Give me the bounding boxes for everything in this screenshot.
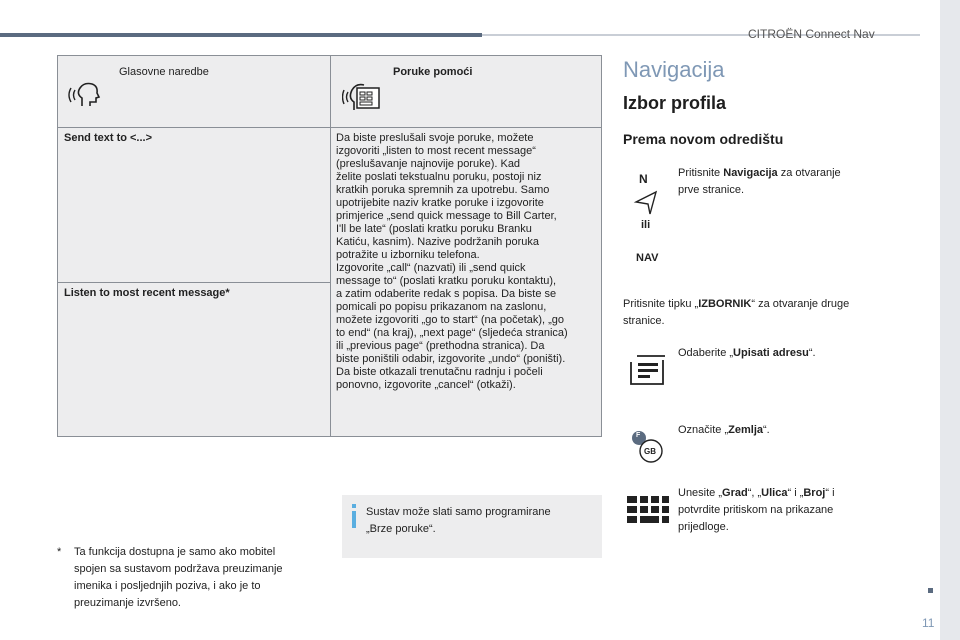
country-icon — [629, 428, 665, 464]
command-listen-message: Listen to most recent message* — [64, 287, 230, 299]
country-icon-f: F — [636, 432, 641, 439]
help-line: ili „previous page“ (prethodna stranica). Da — [336, 340, 545, 352]
or-label: ili — [641, 219, 651, 231]
help-line: to end“ (na kraj), „next page“ (sljedeća stranica) — [336, 327, 568, 339]
column-header-help: Poruke pomoći — [393, 66, 473, 78]
table-divider — [58, 282, 330, 283]
help-line: želite poslati tekstualnu poruku, postoji niz — [336, 171, 542, 183]
step-address: Odaberite „Upisati adresu“. — [678, 347, 816, 359]
help-line: Da biste otkazali trenutačnu radnju i počeli — [336, 366, 543, 378]
help-line: (preslušavanje najnovije poruke). Kad — [336, 158, 521, 170]
nav-button-label: NAV — [636, 252, 659, 264]
footnote-star: * — [57, 546, 62, 558]
info-icon — [349, 504, 359, 528]
navigation-arrow-icon — [633, 188, 659, 218]
help-line: Izgovorite „call“ (nazvati) ili „send quick — [336, 262, 526, 274]
help-line: I'll be late“ (poslati kratku poruku Branku — [336, 223, 532, 235]
info-line: Sustav može slati samo programirane — [366, 506, 551, 518]
page-number: 11 — [922, 616, 935, 630]
step-country: Označite „Zemlja“. — [678, 424, 770, 436]
continue-marker — [928, 588, 933, 593]
voice-command-icon — [68, 78, 104, 108]
footnote — [57, 544, 319, 612]
step-navigation: Pritisnite Navigacija za otvaranje prve stranice. — [678, 167, 841, 196]
help-line: primjerice „send quick message to Bill Carter, — [336, 210, 557, 222]
help-line: message to“ (poslati kratku poruku kontaktu), — [336, 275, 557, 287]
step-menu: Pritisnite tipku „IZBORNIK“ za otvaranje druge stranice. — [623, 298, 850, 327]
section-title: Navigacija — [623, 57, 725, 82]
footnote-line: spojen sa sustavom podržava preuzimanje — [74, 563, 283, 575]
address-entry-icon — [629, 354, 667, 386]
footnote-line: imenika i posljednjih poziva, i ako je to — [74, 580, 261, 592]
step-details: Unesite „Grad“, „Ulica“ i „Broj“ i potvrdite pritiskom na prikazane prijedloge. — [678, 487, 835, 533]
info-box — [342, 495, 602, 558]
help-line: upotrijebite naziv kratke poruke i izgovorite — [336, 197, 544, 209]
help-line: ponovno, izgovorite „cancel“ (otkaži). — [336, 379, 516, 391]
help-line: potražite u izborniku telefona. — [336, 249, 480, 261]
side-strip — [940, 0, 960, 640]
subsection-title: Izbor profila — [623, 93, 726, 113]
command-send-text: Send text to <...> — [64, 132, 153, 144]
table-divider — [58, 127, 601, 128]
message-help-icon — [342, 78, 382, 112]
keyboard-grid-icon — [627, 496, 669, 528]
help-line: Katiću, kasnim). Nazive podržanih poruka — [336, 236, 539, 248]
footnote-line: preuzimanje izvršeno. — [74, 597, 181, 609]
country-icon-gb: GB — [644, 447, 656, 456]
help-line: kratkih poruka spremnih za upotrebu. Samo — [336, 184, 550, 196]
help-line: možete izgovoriti „go to start“ (na početak), „go — [336, 314, 565, 326]
voice-commands-table — [57, 55, 602, 437]
header-title: CITROËN Connect Nav — [748, 27, 875, 41]
help-line: Da biste preslušali svoje poruke, možete — [336, 132, 534, 144]
info-line: „Brze poruke“. — [366, 523, 436, 535]
help-line: a zatim odaberite redak s popisa. Da biste se — [336, 288, 557, 300]
navigation-icon-letter: N — [639, 172, 648, 186]
help-line: pomicali po popisu prikazanom na zaslonu, — [336, 301, 547, 313]
country-flag-icon — [629, 428, 665, 464]
footnote-line: Ta funkcija dostupna je samo ako mobitel — [74, 546, 276, 558]
help-text — [336, 132, 601, 392]
topic-title: Prema novom odredištu — [623, 131, 784, 147]
header-bar — [0, 33, 482, 37]
column-header-commands: Glasovne naredbe — [119, 66, 209, 78]
help-line: izgovoriti „listen to most recent message“ — [336, 145, 536, 157]
help-line: biste poništili odabir, izgovorite „undo“ (poništi). — [336, 353, 566, 365]
table-divider — [330, 56, 331, 436]
